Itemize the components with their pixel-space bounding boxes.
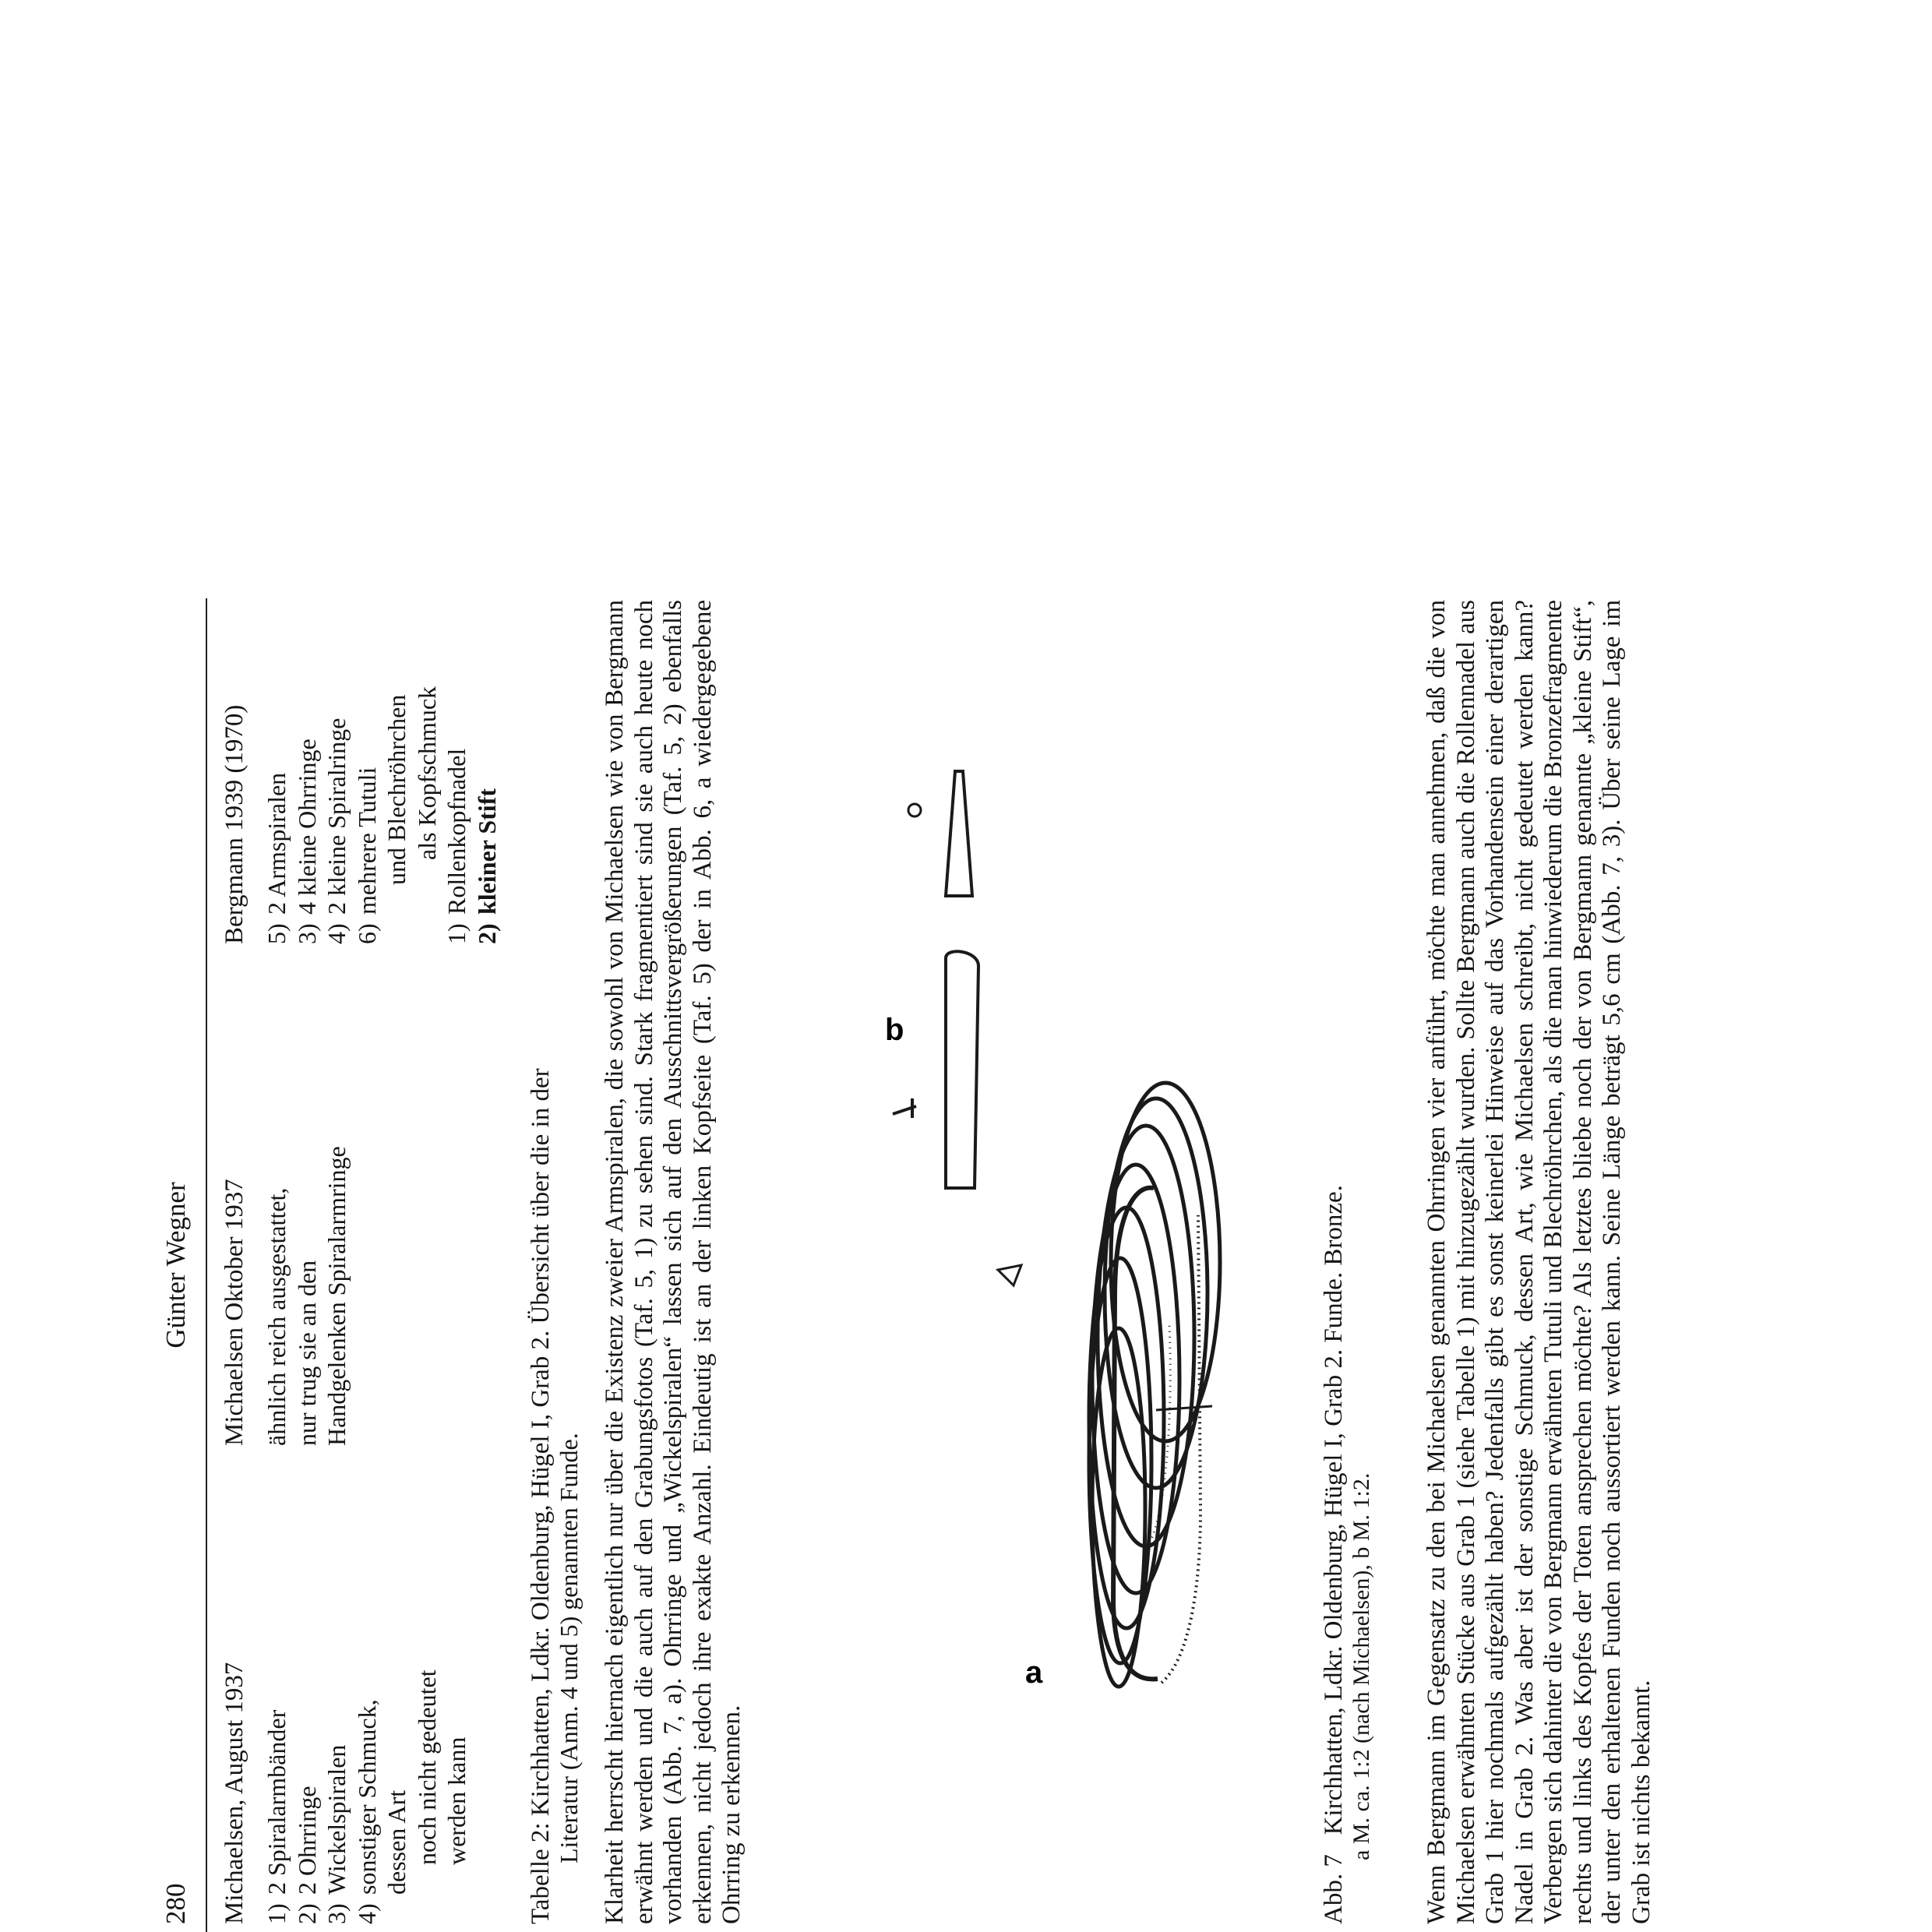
list-item [442,686,472,944]
list-item [352,686,383,944]
item-number: 1) [442,923,471,944]
table-col3-list [262,686,502,944]
item-number: 4) [352,1903,381,1924]
item-text: Rollenkopfnadel [442,748,471,915]
item-text-continued: als Kopfschmuck [412,686,441,860]
item-number: 3) [323,1903,351,1924]
item-text-continued: werden kann [442,1736,471,1865]
item-number: 3) [292,923,321,944]
item-text: 2 kleine Spiralringe [323,717,351,915]
header-rule [206,598,207,1932]
caption-line: a M. ca. 1:2 (nach Michaelsen), b M. 1:2. [1349,1472,1374,1860]
fragment-mark [998,1265,1021,1285]
table-col1-heading: Michaelsen, August 1937 [220,1662,249,1924]
table-col2-heading: Michaelsen Oktober 1937 [220,1179,249,1446]
item-number: 6) [352,923,381,944]
item-number: 1) [263,1903,291,1924]
list-item [352,1669,383,1924]
page-number: 280 [160,1883,191,1924]
list-item [472,686,502,944]
running-header-author: Günter Wegner [160,1182,191,1349]
item-number: 5) [263,923,291,944]
spiral-armring-drawing [1089,1083,1220,1687]
table-caption [527,600,583,1924]
paragraph-text: Klarheit herrscht hiernach eigentlich nur über die Existenz zweier Armspiralen, die sowohl von Michaelsen wie von Bergmann erwähnt werden und die auch auf den Grabungsfotos (Taf. 5, 1) zu sehen sind. Stark fragmentiert sind sie auch heute noch vorhanden (Abb. 7, a). Ohrringe und „Wickelspiralen“ lassen sich auf den Ausschnittsvergrößerungen (Taf. 5, 2) ebenfalls erkennen, nicht jedoch ihre exakte Anzahl. Eindeutig ist an der linken Kopfseite (Taf. 5) der in Abb. 6, a wiedergegebene Ohrring zu erkennen. [601,600,746,1924]
list-item [262,686,292,944]
item-text: sonstiger Schmuck, [352,1699,381,1895]
table-col1-list [262,1669,472,1924]
item-text-continued: noch nicht gedeutet [412,1669,441,1865]
rotated-page [160,598,1932,1932]
caption-line: Literatur (Anm. 4 und 5) genannten Funde. [555,1433,583,1863]
item-text: Wickelspiralen [323,1744,351,1895]
list-item [322,686,352,944]
list-item [292,686,323,944]
item-text-continued: und Blechröhrchen [383,694,411,885]
caption-line: Tabelle 2: Kirchhatten, Ldkr. Oldenburg, Hügel I, Grab 2. Übersicht über die in der [527,1068,555,1924]
item-number: 2) [292,1903,321,1924]
item-text: 4 kleine Ohrringe [292,739,321,915]
text-line: ähnlich reich ausgestattet, [263,1187,291,1446]
body-paragraph-2 [1423,600,1656,1924]
figure-label-b: b [885,1013,904,1047]
list-item [292,1669,323,1924]
item-number: 2) [472,923,501,944]
figure-caption [1320,600,1376,1924]
item-text: 2 Ohrringe [292,1786,321,1895]
table-col3-heading: Bergmann 1939 (1970) [220,704,249,944]
body-paragraph-1 [601,600,747,1924]
pin-drawing [893,771,978,1188]
item-text: mehrere Tutuli [352,767,381,915]
list-item [322,1669,352,1924]
item-text: 2 Spiralarmbänder [263,1709,291,1895]
figure-abb-7 [846,608,1282,1916]
item-text-continued: dessen Art [383,1789,411,1895]
item-number: 4) [323,923,351,944]
text-line: Handgelenken Spiralarmringe [323,1146,351,1446]
item-text: kleiner Stift [472,788,501,915]
paragraph-text: Wenn Bergmann im Gegensatz zu den bei Michaelsen genannten Ohrringen vier anführt, möchte man annehmen, daß die von Michaelsen erwähnten Stücke aus Grab 1 (siehe Tabelle 1) mit hinzugezählt wurden. Sollte Bergmann auch die Rollennadel aus Grab 1 hier nochmals aufgezählt haben? Jedenfalls gibt es sonst keinerlei Hinweise auf das Vorhandensein einer derartigen Nadel in Grab 2. Was aber ist der sonstige Schmuck, dessen Art, wie Michaelsen schreibt, nicht gedeutet werden kann? Verbergen sich dahinter die von Bergmann erwähnten Tutuli und Blechröhrchen, als die man hinwiederum die Bronzefragmente rechts und links des Kopfes der Toten ansprechen möchte? Als letztes bliebe noch der von Bergmann genannte „kleine Stift“, der unter den erhaltenen Funden noch aussortiert werden kann. Seine Länge beträgt 5,6 cm (Abb. 7, 3). Über seine Lage im Grab ist nichts bekannt. [1423,600,1655,1924]
table-col2-text [262,1146,352,1446]
list-item [262,1669,292,1924]
caption-line: Abb. 7 Kirchhatten, Ldkr. Oldenburg, Hügel I, Grab 2. Funde. Bronze. [1320,1185,1348,1924]
bronze-finds-drawing [846,608,1282,1916]
item-text: 2 Armspiralen [263,772,291,915]
text-line: nur trug sie an den [292,1260,321,1446]
figure-label-a: a [1025,1655,1043,1690]
